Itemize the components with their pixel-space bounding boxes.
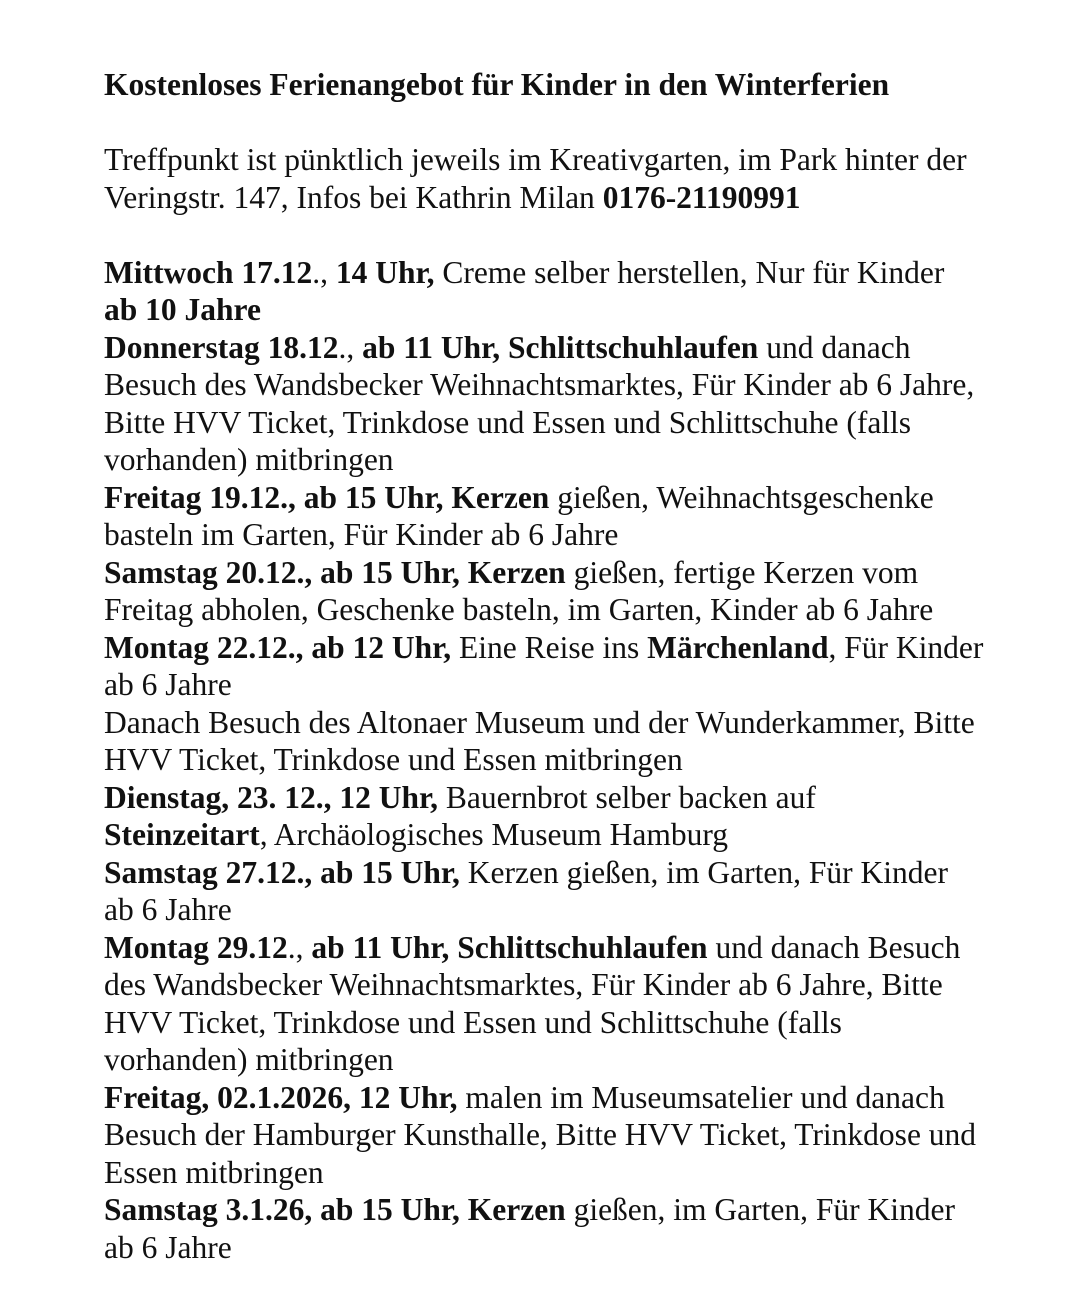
- entry-date: Montag 29.12: [104, 929, 288, 965]
- entry-text: gießen, im Garten, Für Kinder ab 6 Jahre: [104, 1192, 955, 1265]
- schedule-entry: [104, 479, 984, 554]
- phone-number: 0176-21190991: [602, 179, 801, 215]
- entry-date: Dienstag, 23. 12., 12 Uhr,: [104, 779, 438, 815]
- entry-text: , Archäologisches Museum Hamburg: [259, 817, 729, 852]
- schedule-entry: [104, 554, 984, 629]
- entry-text: gießen, Weihnachtsgeschenke basteln im Garten, Für Kinder ab 6 Jahre: [104, 479, 934, 552]
- entry-text: Eine Reise ins: [451, 629, 648, 665]
- schedule-entry-note: [104, 704, 984, 779]
- entry-text: Danach Besuch des Altonaer Museum und der Wunderkammer, Bitte HVV Ticket, Trinkdose und Essen mitbringen: [104, 704, 975, 777]
- entry-highlight: Steinzeitart: [104, 817, 260, 852]
- entry-date: Freitag, 02.1.2026, 12 Uhr,: [104, 1079, 458, 1115]
- entry-date: Mittwoch 17.12: [104, 254, 313, 290]
- entry-text: .,: [338, 329, 355, 365]
- schedule-entry: [104, 629, 984, 704]
- entry-date: Donnerstag 18.12: [104, 329, 339, 365]
- entry-text: und danach Besuch des Wandsbecker Weihnachtsmarktes, Für Kinder ab 6 Jahre, Bitte HVV Ticket, Trinkdose und Essen und Schlittschuhe (falls vorhanden) mitbringen: [104, 929, 961, 1077]
- intro-text: Treffpunkt ist pünktlich jeweils im Kreativgarten, im Park hinter der Veringstr. 147, Infos bei Kathrin Milan: [104, 142, 967, 215]
- entry-text: und danach Besuch des Wandsbecker Weihnachtsmarktes, Für Kinder ab 6 Jahre, Bitte HVV Ticket, Trinkdose und Essen und Schlittschuhe (falls vorhanden) mitbringen: [104, 329, 975, 477]
- entry-text: gießen, fertige Kerzen vom Freitag abholen, Geschenke basteln, im Garten, Kinder ab 6 Jahre: [104, 554, 934, 627]
- schedule-entry: [104, 329, 984, 479]
- entry-text: .,: [287, 929, 304, 965]
- entry-text: malen im Museumsatelier und danach Besuch der Hamburger Kunsthalle, Bitte HVV Ticket, Trinkdose und Essen mitbringen: [104, 1079, 977, 1190]
- schedule-list: [104, 254, 984, 1267]
- schedule-entry: [104, 779, 984, 854]
- entry-time: ab 11 Uhr, Schlittschuhlaufen: [354, 329, 759, 365]
- entry-time: ab 11 Uhr, Schlittschuhlaufen: [303, 929, 708, 965]
- entry-date: Montag 22.12., ab 12 Uhr,: [104, 629, 452, 665]
- entry-text: , Für Kinder ab 6 Jahre: [104, 629, 984, 702]
- spacer: [104, 216, 984, 254]
- entry-highlight: ab 10 Jahre: [104, 292, 261, 327]
- entry-date: Freitag 19.12., ab 15 Uhr, Kerzen: [104, 479, 550, 515]
- spacer: [104, 104, 984, 142]
- entry-highlight: Märchenland: [647, 629, 829, 665]
- entry-text: .,: [312, 254, 328, 290]
- schedule-entry: [104, 254, 984, 329]
- entry-date: Samstag 3.1.26, ab 15 Uhr, Kerzen: [104, 1192, 566, 1227]
- document: [104, 66, 984, 1266]
- entry-time: 14 Uhr,: [327, 254, 435, 290]
- schedule-entry: [104, 1191, 984, 1266]
- entry-text: Kerzen gießen, im Garten, Für Kinder ab 6 Jahre: [104, 854, 948, 927]
- intro-paragraph: [104, 141, 984, 216]
- schedule-entry: [104, 1079, 984, 1192]
- page-title: Kostenloses Ferienangebot für Kinder in den Winterferien: [104, 67, 890, 102]
- schedule-entry: [104, 929, 984, 1079]
- entry-date: Samstag 27.12., ab 15 Uhr,: [104, 854, 460, 890]
- schedule-entry: [104, 854, 984, 929]
- entry-text: Creme selber herstellen, Nur für Kinder: [434, 254, 945, 290]
- entry-date: Samstag 20.12., ab 15 Uhr, Kerzen: [104, 554, 566, 590]
- entry-text: Bauernbrot selber backen auf: [437, 779, 816, 815]
